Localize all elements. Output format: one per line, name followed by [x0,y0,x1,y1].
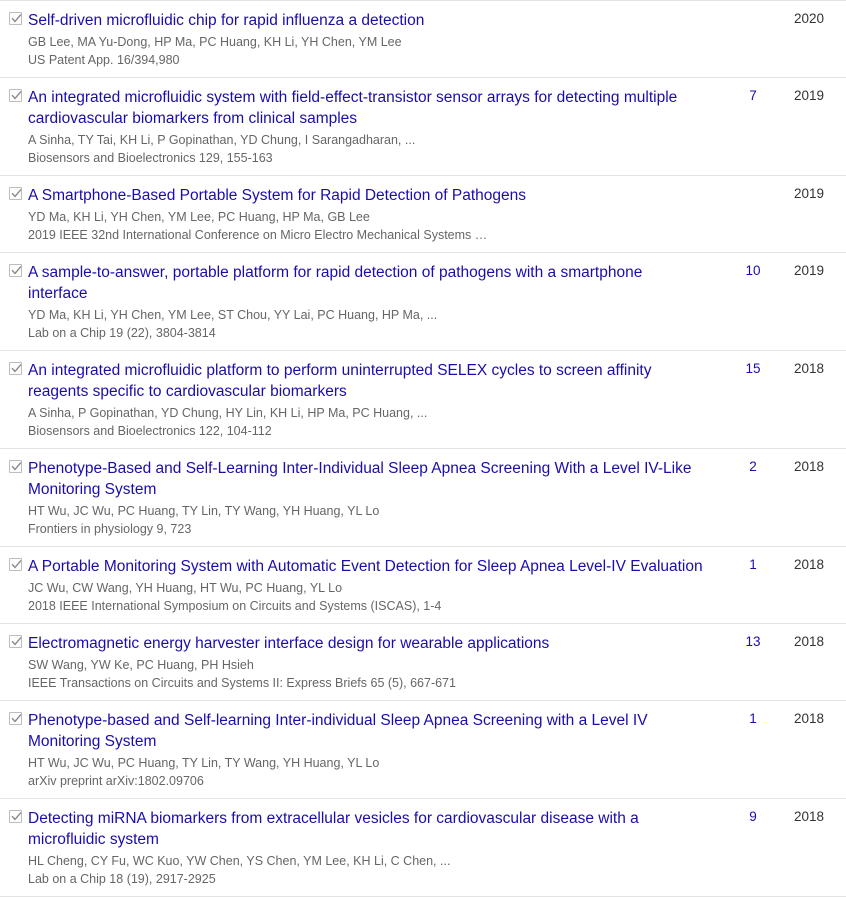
publication-authors: JC Wu, CW Wang, YH Huang, HT Wu, PC Huang, YL Lo [28,581,343,595]
publication-details [28,710,718,790]
row-checkbox-cell [0,808,28,823]
publication-title-link[interactable]: A Smartphone-Based Portable System for Rapid Detection of Pathogens [28,187,527,204]
table-row [0,701,846,799]
publication-venue: arXiv preprint arXiv:1802.09706 [28,774,204,788]
cited-by-count-link[interactable]: 15 [745,361,761,376]
select-row-checkbox[interactable] [9,810,22,823]
row-checkbox-cell [0,458,28,473]
publication-venue: Frontiers in physiology 9, 723 [28,522,192,536]
publication-venue: 2018 IEEE International Symposium on Circuits and Systems (ISCAS), 1-4 [28,599,442,613]
publication-title-link[interactable]: Detecting miRNA biomarkers from extracellular vesicles for cardiovascular disease with a microfluidic system [28,810,639,848]
table-row [0,78,846,176]
publication-authors: YD Ma, KH Li, YH Chen, YM Lee, ST Chou, YY Lai, PC Huang, HP Ma, ... [28,308,438,322]
publication-title-link[interactable]: Self-driven microfluidic chip for rapid influenza a detection [28,12,425,29]
publication-details [28,262,718,342]
table-row [0,799,846,897]
cited-by-count-link[interactable]: 10 [745,263,761,278]
publication-year: 2018 [793,557,824,572]
cited-by-count-link[interactable]: 1 [749,711,757,726]
publication-details [28,185,718,244]
table-row [0,0,846,78]
publication-venue: 2019 IEEE 32nd International Conference on Micro Electro Mechanical Systems … [28,228,488,242]
select-row-checkbox[interactable] [9,460,22,473]
publication-title-link[interactable]: Phenotype-Based and Self-Learning Inter-Individual Sleep Apnea Screening With a Level IV-Like Monitoring System [28,460,692,498]
row-checkbox-cell [0,710,28,725]
cited-by-cell [718,556,788,572]
row-checkbox-cell [0,360,28,375]
cited-by-cell [718,262,788,278]
publication-title-link[interactable]: An integrated microfluidic platform to perform uninterrupted SELEX cycles to screen affinity reagents specific to cardiovascular biomarkers [28,362,652,400]
select-row-checkbox[interactable] [9,558,22,571]
publication-details [28,87,718,167]
publication-year: 2020 [793,11,824,26]
cited-by-cell [718,360,788,376]
publication-venue: Biosensors and Bioelectronics 122, 104-112 [28,424,272,438]
publication-details [28,10,718,69]
cited-by-cell [718,710,788,726]
select-row-checkbox[interactable] [9,12,22,25]
table-row [0,624,846,701]
row-checkbox-cell [0,10,28,25]
publication-year: 2019 [793,88,824,103]
row-checkbox-cell [0,633,28,648]
table-row [0,253,846,351]
publication-year: 2018 [793,809,824,824]
row-checkbox-cell [0,262,28,277]
publication-year: 2019 [793,263,825,278]
publication-authors: A Sinha, TY Tai, KH Li, P Gopinathan, YD Chung, I Sarangadharan, ... [28,133,416,147]
publication-year: 2018 [793,711,824,726]
publication-venue: Lab on a Chip 19 (22), 3804-3814 [28,326,216,340]
cited-by-count-link[interactable]: 13 [745,634,761,649]
cited-by-cell [718,87,788,103]
publication-authors: SW Wang, YW Ke, PC Huang, PH Hsieh [28,658,254,672]
publication-venue: Biosensors and Bioelectronics 129, 155-163 [28,151,273,165]
row-checkbox-cell [0,556,28,571]
cited-by-cell [718,185,788,186]
publication-authors: YD Ma, KH Li, YH Chen, YM Lee, PC Huang, HP Ma, GB Lee [28,210,370,224]
cited-by-cell [718,10,788,11]
row-checkbox-cell [0,185,28,200]
table-row [0,176,846,253]
publication-authors: GB Lee, MA Yu-Dong, HP Ma, PC Huang, KH Li, YH Chen, YM Lee [28,35,402,49]
publication-year: 2018 [793,634,824,649]
cited-by-count-link[interactable]: 2 [749,459,757,474]
cited-by-count-link[interactable]: 7 [749,88,757,103]
publication-authors: HT Wu, JC Wu, PC Huang, TY Lin, TY Wang, YH Huang, YL Lo [28,504,380,518]
publication-details [28,360,718,440]
select-row-checkbox[interactable] [9,187,22,200]
publication-details [28,556,718,615]
publication-title-link[interactable]: An integrated microfluidic system with field-effect-transistor sensor arrays for detecting multiple cardiovascular biomarkers from clinical samples [28,89,678,127]
table-row [0,351,846,449]
publication-title-link[interactable]: Phenotype-based and Self-learning Inter-individual Sleep Apnea Screening with a Level IV Monitoring System [28,712,648,750]
cited-by-count-link[interactable]: 9 [749,809,757,824]
cited-by-cell [718,633,788,649]
publication-venue: US Patent App. 16/394,980 [28,53,180,67]
publication-venue: IEEE Transactions on Circuits and Systems II: Express Briefs 65 (5), 667-671 [28,676,456,690]
publication-authors: HT Wu, JC Wu, PC Huang, TY Lin, TY Wang, YH Huang, YL Lo [28,756,380,770]
publication-details [28,633,718,692]
select-row-checkbox[interactable] [9,712,22,725]
table-row [0,449,846,547]
cited-by-cell [718,458,788,474]
publication-authors: A Sinha, P Gopinathan, YD Chung, HY Lin, KH Li, HP Ma, PC Huang, ... [28,406,428,420]
select-row-checkbox[interactable] [9,635,22,648]
select-row-checkbox[interactable] [9,264,22,277]
select-row-checkbox[interactable] [9,89,22,102]
select-row-checkbox[interactable] [9,362,22,375]
row-checkbox-cell [0,87,28,102]
cited-by-count-link[interactable]: 1 [749,557,757,572]
table-row [0,547,846,624]
publication-venue: Lab on a Chip 18 (19), 2917-2925 [28,872,216,886]
publication-year: 2018 [793,459,824,474]
publication-year: 2018 [793,361,824,376]
publication-year: 2019 [793,186,824,201]
publication-details [28,458,718,538]
publication-details [28,808,718,888]
publication-authors: HL Cheng, CY Fu, WC Kuo, YW Chen, YS Chen, YM Lee, KH Li, C Chen, ... [28,854,451,868]
publication-title-link[interactable]: Electromagnetic energy harvester interface design for wearable applications [28,635,550,652]
cited-by-cell [718,808,788,824]
publication-title-link[interactable]: A sample-to-answer, portable platform for rapid detection of pathogens with a smartphone interface [28,264,643,302]
publication-title-link[interactable]: A Portable Monitoring System with Automatic Event Detection for Sleep Apnea Level-IV Evaluation [28,558,703,575]
